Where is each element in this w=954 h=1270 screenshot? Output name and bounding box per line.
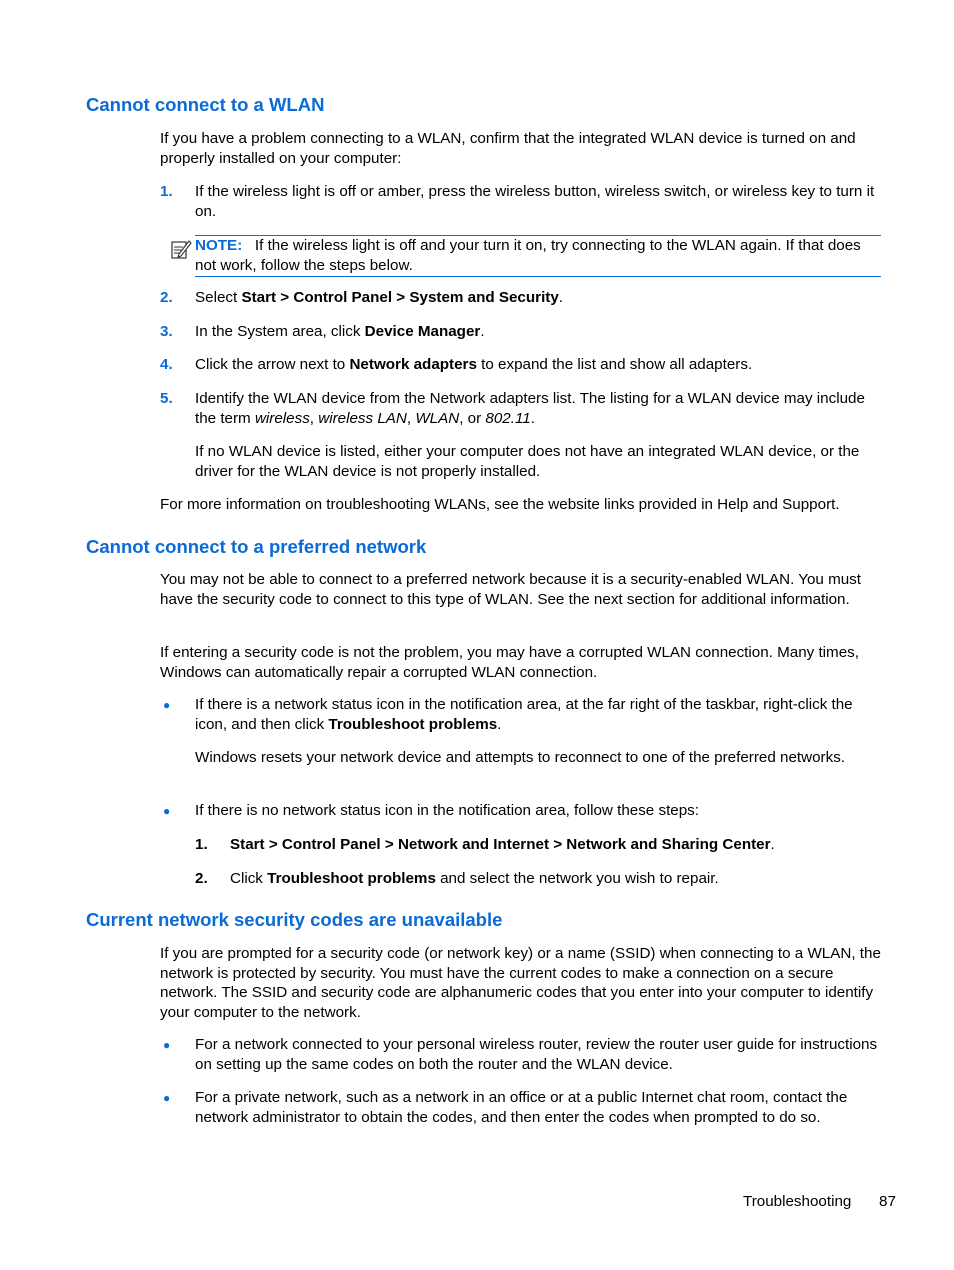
paragraph-security-code: If you are prompted for a security code (or network key) or a name (SSID) when connecting to a WLAN, the network is protected by security. You must have the current codes to make a connection on a secure network. The SSID and security code are alphanumeric codes that you enter into your computer to identify your computer to the network. [160,945,881,1021]
note-label: NOTE: [195,237,243,254]
step-number: 3. [160,323,173,340]
paragraph-security-enabled: You may not be able to connect to a preferred network because it is a security-enabled WLAN. You must have the security code to connect to this type of WLAN. See the next section for additional information. [160,571,861,608]
step-number: 1. [160,183,173,200]
substep-number: 1. [195,836,208,853]
step-5: Identify the WLAN device from the Network adapters list. The listing for a WLAN device may include the term wireless, wireless LAN, WLAN, or 802.11. [195,390,865,427]
step-4: Click the arrow next to Network adapters to expand the list and show all adapters. [195,356,753,373]
paragraph-corrupted-connection: If entering a security code is not the problem, you may have a corrupted WLAN connection. Many times, Windows can automatically repair a corrupted WLAN connection. [160,644,859,681]
step-number: 4. [160,356,173,373]
bullet-network-icon-present: If there is a network status icon in the notification area, at the far right of the taskbar, right-click the icon, and then click Troubleshoot problems. [195,696,853,733]
substep-2: Click Troubleshoot problems and select the network you wish to repair. [230,870,719,887]
bullet-personal-router: For a network connected to your personal wireless router, review the router user guide for instructions on setting up the same codes on both the router and the WLAN device. [195,1036,878,1073]
heading-preferred-network: Cannot connect to a preferred network [86,536,427,557]
intro-paragraph: If you have a problem connecting to a WLAN, confirm that the integrated WLAN device is turned on and properly installed on your computer: [160,130,856,167]
step-3: In the System area, click Device Manager. [195,323,485,340]
note-icon [170,238,192,260]
bullet-private-network: For a private network, such as a network in an office or at a public Internet chat room, contact the network administrator to obtain the codes, and then enter the codes when prompted to do so. [195,1089,848,1126]
bullet-icon: ● [163,804,171,818]
step-5-followup: If no WLAN device is listed, either your computer does not have an integrated WLAN device, or the driver for the WLAN device is not properly installed. [195,443,860,480]
bullet-1-followup: Windows resets your network device and attempts to reconnect to one of the preferred networks. [195,749,846,766]
step-1: If the wireless light is off or amber, press the wireless button, wireless switch, or wireless key to turn it on. [195,183,875,220]
note-box [195,235,881,277]
substep-1: Start > Control Panel > Network and Internet > Network and Sharing Center. [230,836,775,853]
step-2: Select Start > Control Panel > System and Security. [195,289,564,306]
footer-section-title: Troubleshooting [743,1193,852,1210]
note-body: If the wireless light is off and your turn it on, try connecting to the WLAN again. If that does not work, follow the steps below. [195,237,861,274]
bullet-no-network-icon: If there is no network status icon in the notification area, follow these steps: [195,802,699,819]
bullet-icon: ● [163,1091,171,1105]
heading-security-codes-unavailable: Current network security codes are unavailable [86,909,503,930]
note-text [195,236,881,275]
page-number: 87 [879,1193,896,1210]
substep-number: 2. [195,870,208,887]
step-number: 2. [160,289,173,306]
heading-cannot-connect-wlan: Cannot connect to a WLAN [86,94,325,115]
bullet-icon: ● [163,1038,171,1052]
bullet-icon: ● [163,698,171,712]
closing-paragraph: For more information on troubleshooting WLANs, see the website links provided in Help and Support. [160,496,840,513]
step-number: 5. [160,390,173,407]
